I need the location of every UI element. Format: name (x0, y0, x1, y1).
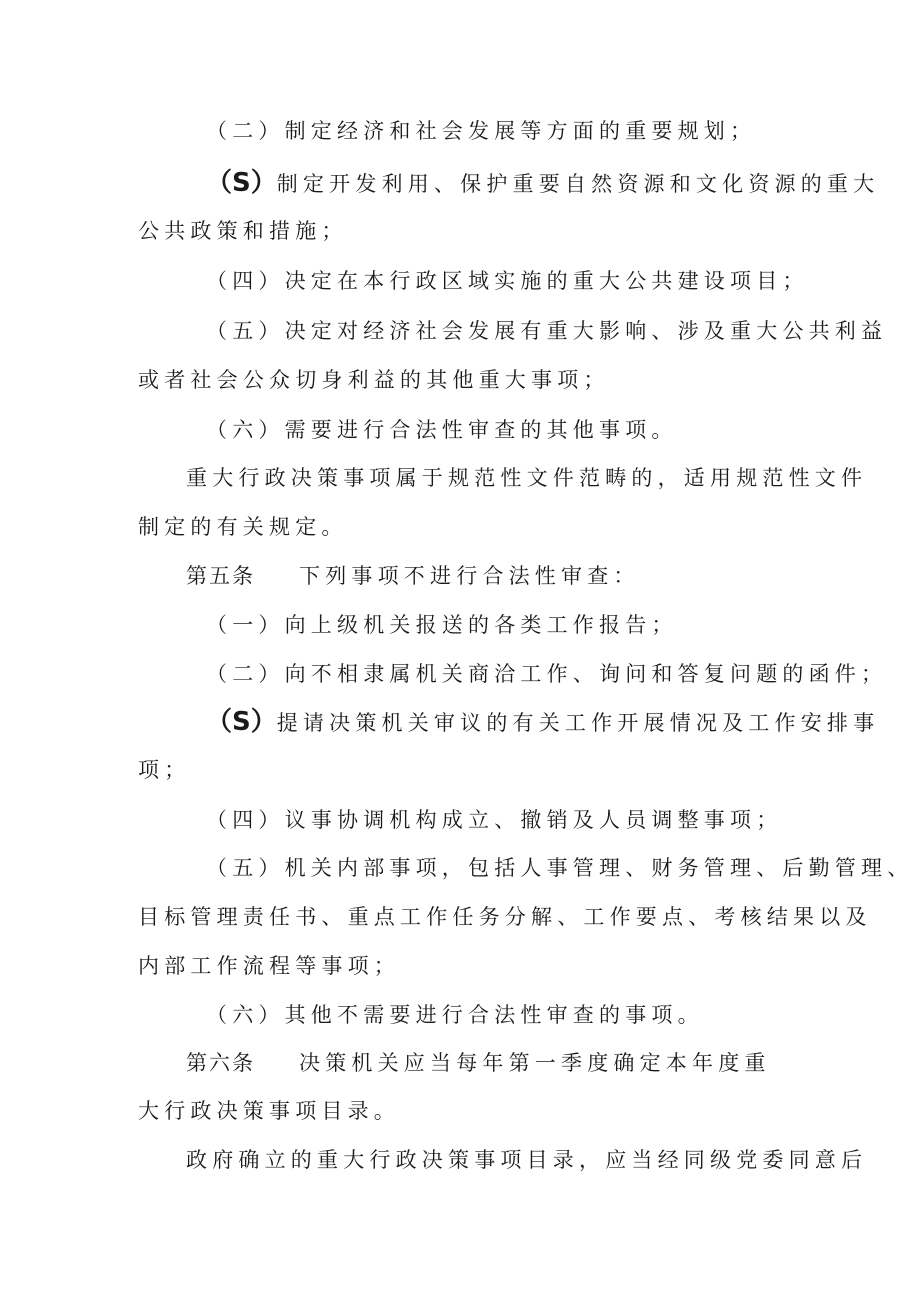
item-5-major-impact: （五）决定对经济社会发展有重大影响、涉及重大公共利益 (206, 319, 888, 343)
exempt-item-5: （五）机关内部事项，包括人事管理、财务管理、后勤管理、 (206, 856, 914, 880)
paragraph-catalog: 政府确立的重大行政决策事项目录，应当经同级党委同意后 (186, 1148, 868, 1172)
article-label: 第五条 (186, 564, 255, 588)
article-text: 下列事项不进行合法性审查： (299, 564, 640, 588)
item-text: 制定开发利用、保护重要自然资源和文化资源的重大 (276, 172, 880, 196)
item-number-s: （S） (206, 707, 277, 737)
item-number-s: （S） (206, 168, 277, 198)
item-3-continuation: 公共政策和措施； (138, 219, 348, 243)
article-label: 第六条 (186, 1051, 255, 1075)
exempt-item-1: （一）向上级机关报送的各类工作报告； (206, 613, 678, 637)
item-2-planning: （二）制定经济和社会发展等方面的重要规划； (206, 119, 757, 143)
item-3-resources (206, 168, 879, 199)
article-5-heading (186, 561, 640, 591)
item-4-construction: （四）决定在本行政区域实施的重大公共建设项目； (206, 269, 809, 293)
exempt-item-4: （四）议事协调机构成立、撤销及人员调整事项； (206, 808, 783, 832)
paragraph-normative-docs: 重大行政决策事项属于规范性文件范畴的，适用规范性文件 (186, 466, 868, 490)
item-6-other: （六）需要进行合法性审查的其他事项。 (206, 418, 678, 442)
article-text: 决策机关应当每年第一季度确定本年度重 (299, 1051, 771, 1075)
article-6-continuation: 大行政决策事项目录。 (138, 1099, 400, 1123)
item-text: 提请决策机关审议的有关工作开展情况及工作安排事 (276, 711, 880, 735)
paragraph-continuation: 制定的有关规定。 (138, 515, 348, 539)
exempt-item-2: （二）向不相隶属机关商洽工作、询问和答复问题的函件； (206, 662, 888, 686)
exempt-item-6: （六）其他不需要进行合法性审查的事项。 (206, 1003, 704, 1027)
exempt-item-5-continuation-2: 内部工作流程等事项； (138, 954, 400, 978)
exempt-item-3 (206, 707, 879, 738)
exempt-item-3-continuation: 项； (138, 758, 191, 782)
exempt-item-5-continuation-1: 目标管理责任书、重点工作任务分解、工作要点、考核结果以及 (138, 905, 872, 929)
item-5-continuation: 或者社会公众切身利益的其他重大事项； (138, 368, 610, 392)
article-6-heading (186, 1048, 771, 1078)
